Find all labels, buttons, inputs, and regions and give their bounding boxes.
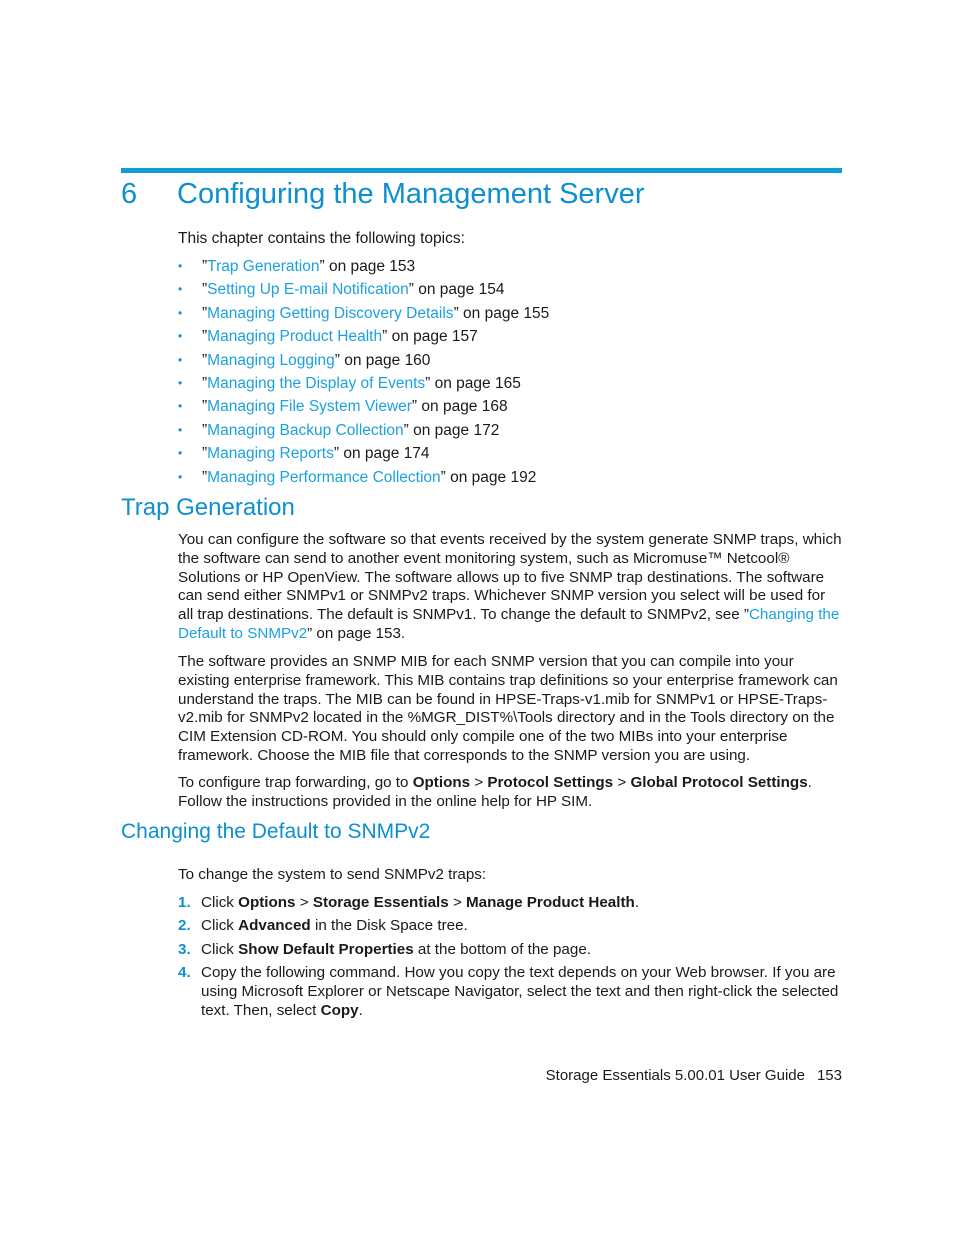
topic-page: 165 (494, 374, 521, 392)
link-changing-default[interactable]: Changing the Default to SNMPv2 (178, 606, 840, 642)
topic-page: 157 (451, 328, 478, 346)
step-number: 4. (178, 964, 191, 982)
topic-item: • ”Managing Product Health” on page 157 (178, 328, 478, 346)
topic-item: • ”Managing Backup Collection” on page 172 (178, 421, 500, 439)
step-number: 3. (178, 940, 191, 958)
footer-title: Storage Essentials 5.00.01 User Guide (545, 1067, 805, 1084)
chapter-rule (121, 168, 842, 173)
step-item: 4. Copy the following command. How you copy the text depends on your Web browser. If you are using Microsoft Explorer or Netscape Navigator, select the text and then right-click the selected text. Then, select Copy. (178, 964, 843, 1019)
topic-page: 155 (523, 304, 550, 322)
topic-link-discovery-details[interactable]: Managing Getting Discovery Details (207, 304, 454, 322)
topic-item: • ”Setting Up E-mail Notification” on page 154 (178, 281, 505, 299)
step-number: 2. (178, 917, 191, 935)
topic-page: 174 (403, 445, 430, 463)
topic-page: 160 (404, 351, 431, 369)
bullet-icon: • (178, 305, 183, 320)
bullet-icon: • (178, 352, 183, 367)
step-item: 2. Click Advanced in the Disk Space tree. (178, 917, 468, 935)
topic-item: • ”Managing Getting Discovery Details” on page 155 (178, 304, 550, 322)
topic-link-reports[interactable]: Managing Reports (207, 445, 334, 463)
topic-link-display-events[interactable]: Managing the Display of Events (207, 374, 426, 392)
step-item: 1. Click Options > Storage Essentials > Manage Product Health. (178, 894, 640, 911)
bullet-icon: • (178, 469, 183, 484)
ui-term-protocol-settings: Protocol Settings (487, 774, 614, 791)
chapter-title: Configuring the Management Server (177, 178, 645, 210)
bullet-icon: • (178, 446, 183, 461)
trap-paragraph-2: The software provides an SNMP MIB for each SNMP version that you can compile into your existing enterprise framework. This MIB contains trap definitions so your enterprise framework can understand the traps. The MIB can be found in HPSE-Traps-v1.mib for SNMPv1 or HPSE-Traps-v2.mib for SNMPv2 located in the %MGR_DIST%\Tools directory and in the Tools directory on the CIM Extension CD-ROM. You should only compile one of the two MIBs into your enterprise framework. Choose the MIB file that corresponds to the SNMP version you are using. (178, 653, 838, 764)
section-heading-changing-default: Changing the Default to SNMPv2 (121, 820, 431, 843)
step-item: 3. Click Show Default Properties at the bottom of the page. (178, 940, 591, 958)
topic-link-email-notification[interactable]: Setting Up E-mail Notification (207, 281, 409, 299)
topic-list (178, 256, 838, 490)
topic-item: • ”Managing Logging” on page 160 (178, 351, 431, 369)
topic-item: • ”Managing Performance Collection” on page 192 (178, 468, 537, 486)
topic-page: 192 (510, 468, 537, 486)
step-number: 1. (178, 894, 191, 911)
topic-page: 154 (478, 281, 505, 299)
topic-link-product-health[interactable]: Managing Product Health (207, 328, 383, 346)
topic-item: • ”Managing File System Viewer” on page 168 (178, 398, 508, 416)
procedure-steps (178, 894, 842, 1025)
trap-paragraph-3: To configure trap forwarding, go to Options > Protocol Settings > Global Protocol Settings. Follow the instructions provided in the online help for HP SIM. (178, 774, 812, 810)
topic-item: • ”Trap Generation” on page 153 (178, 258, 416, 275)
ui-term-options: Options (412, 774, 471, 791)
ui-term-global-protocol-settings: Global Protocol Settings (630, 774, 808, 791)
bullet-icon: • (178, 422, 183, 437)
bullet-icon: • (178, 329, 183, 344)
page-footer (546, 1066, 842, 1086)
bullet-icon: • (178, 259, 183, 273)
bullet-icon: • (178, 375, 183, 390)
topic-item: • ”Managing Reports” on page 174 (178, 445, 430, 463)
bullet-icon: • (178, 399, 183, 414)
chapter-intro: This chapter contains the following topics: (178, 230, 465, 247)
changing-default-intro: To change the system to send SNMPv2 traps: (178, 866, 487, 883)
section-heading-trap-generation: Trap Generation (121, 494, 295, 521)
topic-link-backup-collection[interactable]: Managing Backup Collection (207, 421, 404, 439)
page-number: 153 (816, 1067, 842, 1084)
topic-link-file-system-viewer[interactable]: Managing File System Viewer (207, 398, 412, 416)
topic-link-trap-generation[interactable]: Trap Generation (207, 258, 320, 275)
chapter-heading (121, 174, 644, 214)
topic-page: 168 (481, 398, 508, 416)
topic-item: • ”Managing the Display of Events” on page 165 (178, 374, 521, 392)
topic-link-logging[interactable]: Managing Logging (207, 351, 335, 369)
bullet-icon: • (178, 282, 183, 297)
trap-paragraph-1: You can configure the software so that events received by the system generate SNMP traps, which the software can send to another event monitoring system, such as Micromuse™ Netcool® Solutions or HP OpenView. The software allows up to five SNMP trap destinations. The software can send either SNMPv1 or SNMPv2 traps. Whichever SNMP version you select will be used for all trap destinations. The default is SNMPv1. To change the default to SNMPv2, see ”Changing the Default to SNMPv2” on page 153. (178, 531, 842, 642)
topic-page: 153 (389, 258, 416, 275)
topic-page: 172 (473, 421, 500, 439)
chapter-number: 6 (121, 178, 138, 210)
topic-link-performance-collection[interactable]: Managing Performance Collection (207, 468, 441, 486)
